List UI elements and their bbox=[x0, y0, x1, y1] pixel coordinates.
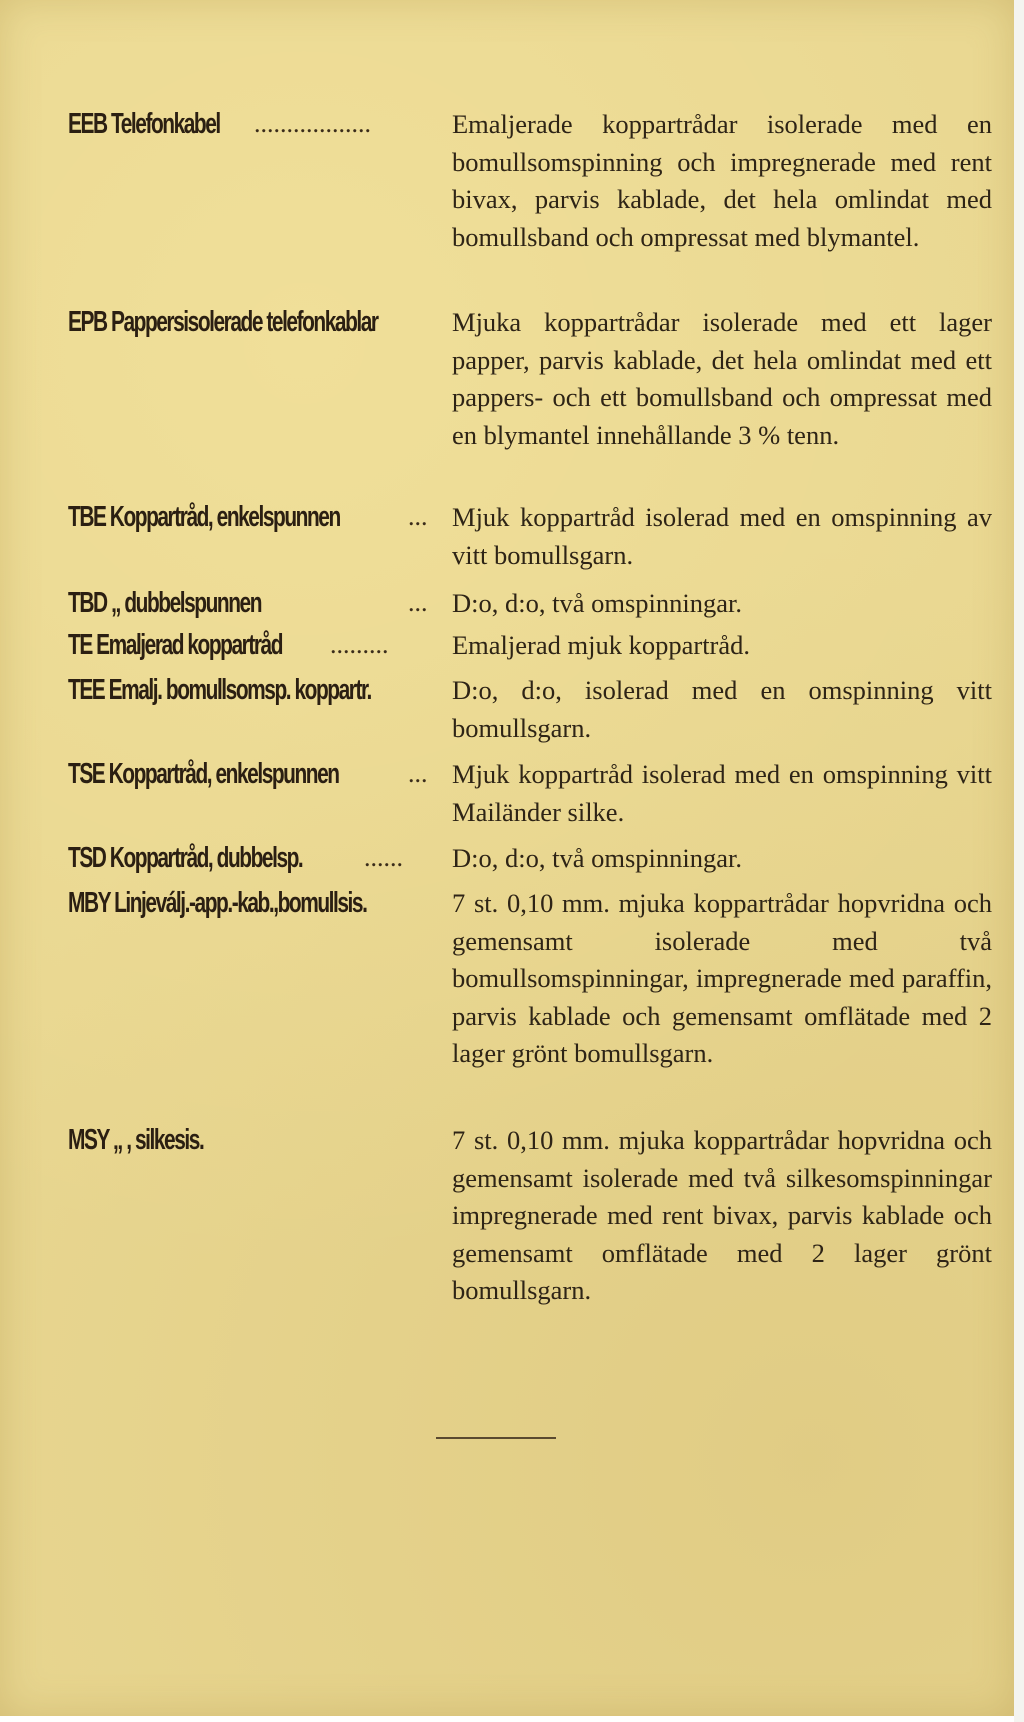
entry-code: TSD Koppartråd, dubbelsp. bbox=[68, 842, 303, 874]
entry-description: 7 st. 0,10 mm. mjuka koppartrådar hopvridna och gemensamt isolerade med två bomullsomspinningar, impregnerade med paraffin, parvis kablade och gemensamt omflätade med 2 lager grönt bomullsgarn. bbox=[452, 888, 992, 1068]
entry-description: 7 st. 0,10 mm. mjuka koppartrådar hopvridna och gemensamt isolerade med två silkesomspinningar impregnerade med rent bivax, parvis kablade och gemensamt omflätade med 2 lager grönt bomullsgarn. bbox=[452, 1125, 992, 1305]
entry-code: MSY „ , silkesis. bbox=[68, 1124, 204, 1156]
entry-description: D:o, d:o, två omspinningar. bbox=[452, 843, 743, 873]
entry-code: TE Emaljerad koppartråd bbox=[68, 629, 283, 661]
entry-leader-dots: .................. bbox=[254, 109, 371, 138]
entry-description: Mjuka koppartrådar isolerade med ett lager papper, parvis kablade, det hela omlindat med ett pappers- och ett bomullsband och ompressat med en blymantel innehållande 3 % tenn. bbox=[452, 307, 992, 450]
entry-description: Emaljerade koppartrådar isolerade med en bomullsomspinning och impregnerade med rent bivax, parvis kablade, det hela omlindat med bomullsband och ompressat med blymantel. bbox=[452, 109, 992, 252]
entry-leader-dots: ... bbox=[408, 502, 428, 531]
entry-leader-dots: ... bbox=[408, 588, 428, 617]
entry-code: EPB Pappersisolerade telefonkablar bbox=[68, 306, 378, 338]
entry-description: D:o, d:o, isolerad med en omspinning vitt bomullsgarn. bbox=[452, 675, 992, 743]
entry-code: TEE Emalj. bomullsomsp. koppartr. bbox=[68, 674, 371, 706]
entry-code: TBD „ dubbelspunnen bbox=[68, 587, 262, 619]
entry-description: D:o, d:o, två omspinningar. bbox=[452, 588, 743, 618]
closing-rule bbox=[436, 1437, 556, 1439]
entry-leader-dots: ... bbox=[408, 759, 428, 788]
entry-description: Emaljerad mjuk koppartråd. bbox=[452, 630, 751, 660]
entry-description: Mjuk koppartråd isolerad med en omspinning av vitt bomullsgarn. bbox=[452, 502, 992, 570]
entry-code: EEB Telefonkabel bbox=[68, 108, 220, 140]
entry-code: TSE Koppartråd, enkelspunnen bbox=[68, 758, 339, 790]
entry-description: Mjuk koppartråd isolerad med en omspinning vitt Mailänder silke. bbox=[452, 759, 992, 827]
entry-code: TBE Koppartråd, enkelspunnen bbox=[68, 501, 340, 533]
entry-leader-dots: ...... bbox=[364, 843, 403, 872]
scan-edge bbox=[1014, 0, 1024, 1722]
entry-code: MBY Linjeválj.-app.-kab.,bomullsis. bbox=[68, 887, 367, 919]
entry-leader-dots: ......... bbox=[330, 630, 389, 659]
